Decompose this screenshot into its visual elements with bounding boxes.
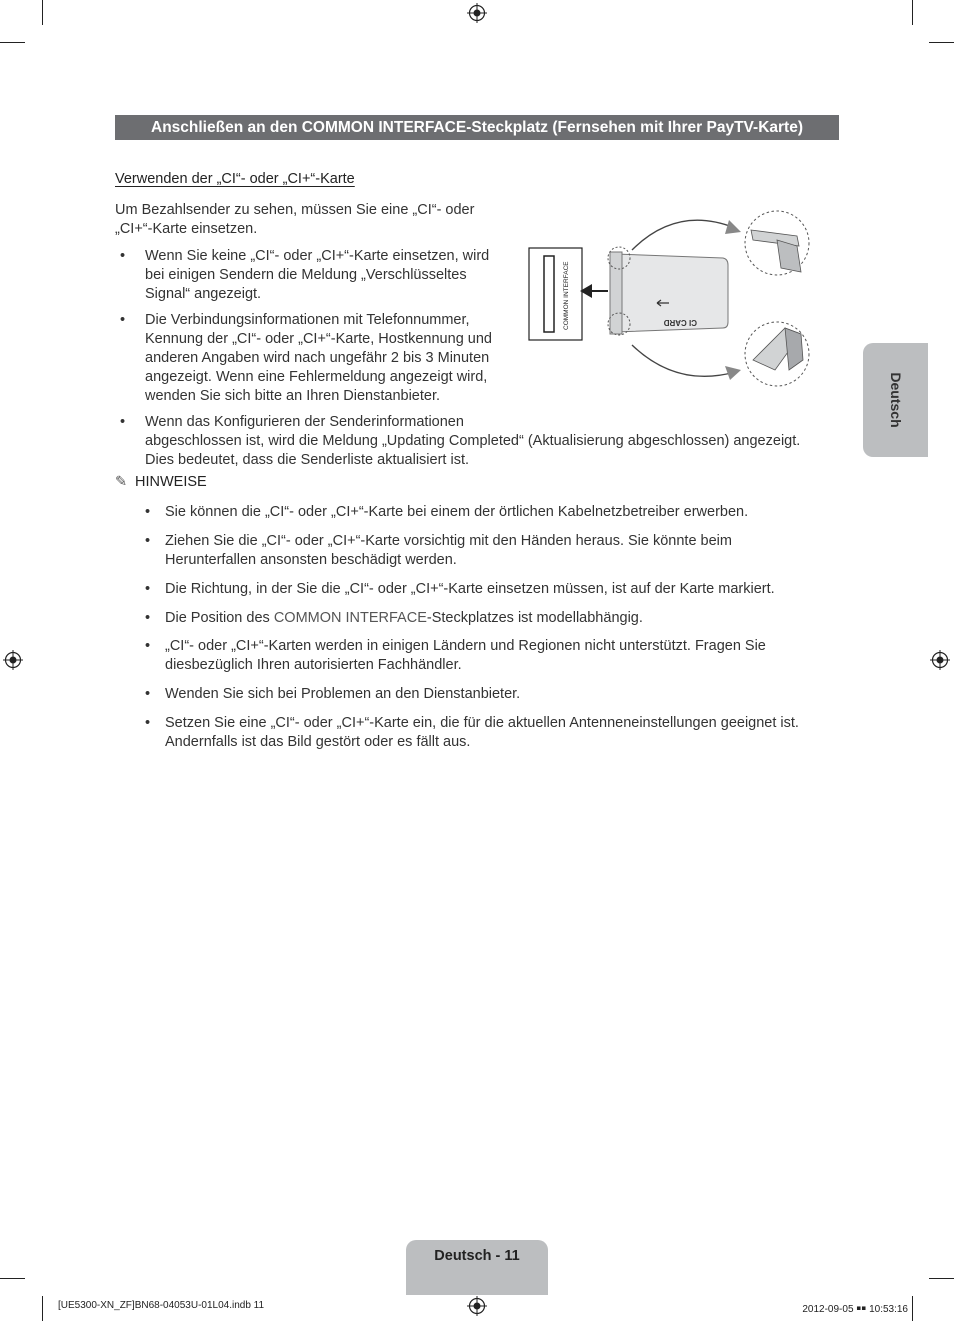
- bullet-line: anderen Angaben wird nach ungefähr 2 bis 3 Minuten: [145, 350, 490, 366]
- bullet-dot: •: [120, 414, 126, 430]
- bullet-line: angezeigt. Wenn eine Fehlermeldung angezeigt wird,: [145, 369, 488, 385]
- side-tab-label: Deutsch: [887, 372, 904, 428]
- bullet-dot: •: [145, 504, 151, 520]
- registration-mark-icon: [467, 3, 487, 23]
- card-edge: [610, 252, 622, 334]
- notes-heading: [115, 474, 207, 490]
- bullet-line: Dies bedeutet, dass die Senderliste aktualisiert ist.: [145, 452, 470, 468]
- bullet-line: Kennung der „CI“- oder „CI+“-Karte, Hostkennung und: [145, 331, 492, 347]
- crop-mark: [0, 42, 25, 43]
- note-line: Andernfalls ist das Bild gestört oder es fällt aus.: [165, 734, 471, 750]
- note-line: Wenden Sie sich bei Problemen an den Dienstanbieter.: [165, 686, 521, 702]
- bullet-dot: •: [145, 610, 151, 626]
- crop-mark: [912, 1296, 913, 1321]
- bullet-dot: •: [145, 533, 151, 549]
- language-side-tab: [863, 343, 928, 457]
- notes-title: HINWEISE: [135, 474, 207, 490]
- bullet-line: Wenn das Konfigurieren der Senderinformationen: [145, 414, 464, 430]
- slot-opening: [544, 256, 554, 332]
- note-line: Herunterfallen ansonsten beschädigt werden.: [165, 552, 457, 568]
- page-number-tab: Deutsch - 11: [406, 1240, 548, 1295]
- note-line: Ziehen Sie die „CI“- oder „CI+“-Karte vorsichtig mit den Händen heraus. Sie könnte beim: [165, 533, 732, 549]
- registration-mark-icon: [3, 650, 23, 670]
- pencil-icon: ✎: [115, 474, 128, 490]
- bullet-line: Signal“ angezeigt.: [145, 286, 262, 302]
- note-line: Die Richtung, in der Sie die „CI“- oder „CI+“-Karte einsetzen müssen, ist auf der Karte markiert.: [165, 581, 775, 597]
- crop-mark: [912, 0, 913, 25]
- bullet-dot: •: [120, 248, 126, 264]
- registration-mark-icon: [930, 650, 950, 670]
- slot-label: COMMON INTERFACE: [563, 261, 570, 330]
- bullet-dot: •: [120, 312, 126, 328]
- insert-arrow-icon: [580, 284, 608, 298]
- bullet-dot: •: [145, 715, 151, 731]
- note-text: -Steckplatzes ist modellabhängig.: [426, 610, 643, 626]
- bullet-line: Wenn Sie keine „CI“- oder „CI+“-Karte einsetzen, wird: [145, 248, 490, 264]
- arrow-head-icon: [725, 366, 741, 380]
- ci-card-illustration: [527, 210, 814, 388]
- crop-mark: [42, 1296, 43, 1321]
- bullet-line: abgeschlossen ist, wird die Meldung „Updating Completed“ (Aktualisierung abgeschlossen) angezeigt.: [145, 433, 801, 449]
- note-text: Die Position des: [165, 610, 274, 626]
- curved-arrow-up: [632, 220, 735, 250]
- bullet-line: bei einigen Sendern die Meldung „Verschlüsseltes: [145, 267, 467, 283]
- crop-mark: [929, 1278, 954, 1279]
- bullet-dot: •: [145, 686, 151, 702]
- note-line: diesbezüglich Ihren autorisierten Fachhändler.: [165, 657, 462, 673]
- crop-mark: [929, 42, 954, 43]
- bullet-line: Die Verbindungsinformationen mit Telefonnummer,: [145, 312, 470, 328]
- bullet-line: wenden Sie sich bitte an Ihren Dienstanbieter.: [145, 388, 441, 404]
- crop-mark: [0, 1278, 25, 1279]
- footer-file-info: [UE5300-XN_ZF]BN68-04053U-01L04.indb 11: [58, 1300, 265, 1311]
- bullet-dot: •: [145, 638, 151, 654]
- note-line: Sie können die „CI“- oder „CI+“-Karte bei einem der örtlichen Kabelnetzbetreiber erwerben.: [165, 504, 749, 520]
- slot-panel: [529, 248, 582, 340]
- arrow-head-icon: [725, 220, 741, 234]
- registration-mark-icon: [467, 1296, 487, 1316]
- note-bold-term: COMMON INTERFACE: [273, 610, 427, 626]
- note-line: Setzen Sie eine „CI“- oder „CI+“-Karte ein, die für die aktuellen Antenneneinstellungen geeignet ist.: [165, 715, 799, 731]
- curved-arrow-down: [632, 345, 735, 376]
- subheading: Verwenden der „CI“- oder „CI+“-Karte: [115, 171, 355, 187]
- crop-mark: [42, 0, 43, 25]
- bullet-dot: •: [145, 581, 151, 597]
- card-label: CI CARD: [663, 318, 697, 327]
- intro-text: Um Bezahlsender zu sehen, müssen Sie eine „CI“- oder „CI+“-Karte einsetzen.: [115, 202, 475, 237]
- section-header: Anschließen an den COMMON INTERFACE-Steckplatz (Fernsehen mit Ihrer PayTV-Karte): [115, 115, 839, 140]
- note-line: „CI“- oder „CI+“-Karten werden in einigen Ländern und Regionen nicht unterstützt. Fragen Sie: [165, 638, 766, 654]
- footer-timestamp: 2012-09-05 ￭￭ 10:53:16: [802, 1304, 908, 1315]
